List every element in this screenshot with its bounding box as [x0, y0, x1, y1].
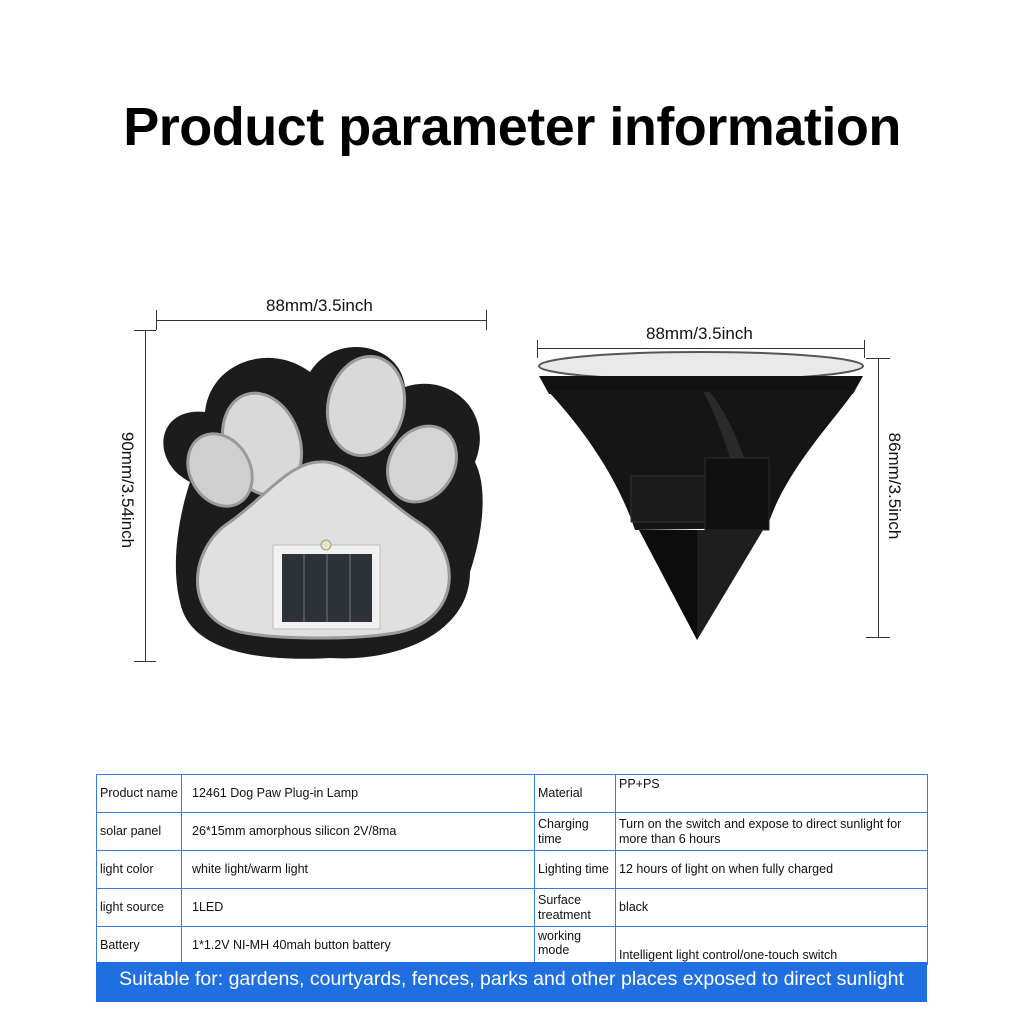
right-height-tick-top — [866, 358, 890, 359]
spec-value: 12461 Dog Paw Plug-in Lamp — [182, 775, 535, 813]
spec-label: working mode — [535, 927, 616, 965]
spec-row — [97, 889, 928, 927]
right-height-label: 86mm/3.5inch — [885, 432, 904, 540]
spec-label: Lighting time — [535, 851, 616, 889]
spec-label: Charging time — [535, 813, 616, 851]
spec-value: 1LED — [182, 889, 535, 927]
spec-label: light color — [97, 851, 182, 889]
left-height-label: 90mm/3.54inch — [118, 431, 137, 549]
spec-value: 12 hours of light on when fully charged — [616, 851, 928, 889]
right-width-line — [537, 348, 865, 349]
spec-label: Surface treatment — [535, 889, 616, 927]
left-width-label: 88mm/3.5inch — [266, 296, 373, 315]
spec-row — [97, 851, 928, 889]
page-title: Product parameter information — [123, 97, 901, 157]
spec-value: Turn on the switch and expose to direct sunlight for more than 6 hours — [616, 813, 928, 851]
suitable-for-banner: Suitable for: gardens, courtyards, fences, parks and other places exposed to direct sunlight — [96, 962, 927, 1002]
left-height-tick-top — [134, 330, 156, 331]
right-height-tick-bottom — [866, 637, 890, 638]
left-height-line — [145, 330, 146, 662]
spec-value: Intelligent light control/one-touch switch — [616, 927, 928, 965]
spec-value: black — [616, 889, 928, 927]
spec-value: 26*15mm amorphous silicon 2V/8ma — [182, 813, 535, 851]
left-width-tick-right — [486, 310, 487, 330]
right-height-line — [878, 358, 879, 638]
left-width-line — [156, 320, 487, 321]
spec-label: solar panel — [97, 813, 182, 851]
spec-value: PP+PS — [616, 775, 928, 813]
spec-table — [96, 774, 928, 965]
paw-lamp-top-view — [150, 332, 490, 664]
spec-value: white light/warm light — [182, 851, 535, 889]
paw-lamp-side-view — [535, 350, 867, 642]
spec-row — [97, 813, 928, 851]
right-width-label: 88mm/3.5inch — [646, 324, 753, 343]
spec-row — [97, 775, 928, 813]
spec-label: Material — [535, 775, 616, 813]
spec-label: light source — [97, 889, 182, 927]
spec-label: Battery — [97, 927, 182, 965]
spec-value: 1*1.2V NI-MH 40mah button battery — [182, 927, 535, 965]
left-width-tick-left — [156, 310, 157, 330]
spec-label: Product name — [97, 775, 182, 813]
spec-row — [97, 927, 928, 965]
